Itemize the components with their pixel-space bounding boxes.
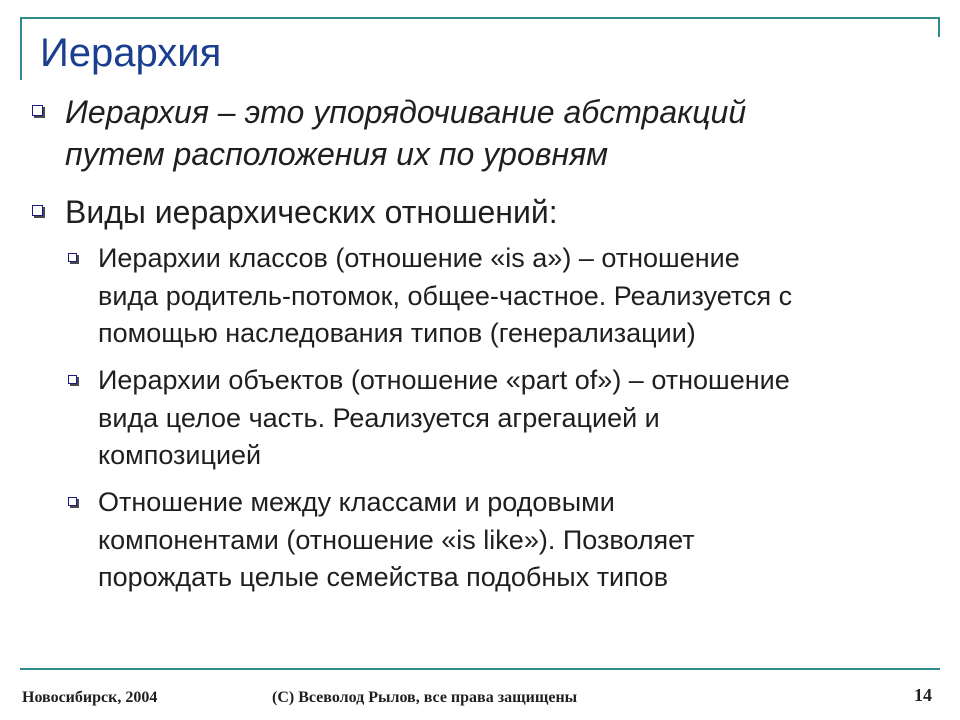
- bullet-hierarchy-definition: [32, 91, 746, 175]
- bullet-line: путем расположения их по уровням: [65, 136, 609, 172]
- bullet-box-icon: [68, 497, 77, 506]
- bullet-text: [98, 240, 792, 353]
- bullet-line: Иерархия – это упорядочивание абстракций: [65, 94, 747, 130]
- bullet-text: [65, 191, 558, 233]
- bullet-line: Иерархии объектов (отношение «part of») – отношение: [98, 365, 790, 395]
- subbullet-object-hierarchies: [68, 362, 790, 475]
- subbullet-generic-components: [68, 484, 695, 597]
- frame-top-line: [20, 17, 940, 19]
- bullet-line: вида целое часть. Реализуется агрегацией и: [98, 402, 660, 433]
- bullet-line: Отношение между классами и родовыми: [98, 487, 615, 517]
- bullet-box-icon: [68, 253, 77, 262]
- bullet-box-icon: [32, 205, 43, 216]
- bullet-relation-types: [32, 191, 558, 233]
- frame-left-line: [20, 17, 22, 80]
- bullet-text: [98, 362, 790, 475]
- slide-title: Иерархия: [40, 31, 222, 75]
- bullet-text: [65, 91, 746, 175]
- bullet-line: вида родитель-потомок, общее-частное. Реализуется с: [98, 280, 793, 311]
- subbullet-class-hierarchies: [68, 240, 792, 353]
- bullet-line: Виды иерархических отношений:: [65, 194, 558, 230]
- bullet-line: компонентами (отношение «is like»). Позволяет: [98, 524, 695, 555]
- page-number: 14: [914, 685, 932, 705]
- bullet-line: помощью наследования типов (генерализации): [98, 318, 696, 348]
- bullet-line: Иерархии классов (отношение «is a») – отношение: [98, 243, 740, 273]
- bullet-line: композицией: [98, 440, 262, 470]
- bullet-line: порождать целые семейства подобных типов: [98, 562, 669, 592]
- footer-copyright: (C) Всеволод Рылов, все права защищены: [272, 689, 578, 706]
- bullet-box-icon: [68, 375, 77, 384]
- footer-location: Новосибирск, 2004: [22, 689, 158, 706]
- bullet-text: [98, 484, 695, 597]
- bullet-box-icon: [32, 105, 43, 116]
- footer-divider: [20, 668, 940, 670]
- frame-right-line: [938, 17, 940, 37]
